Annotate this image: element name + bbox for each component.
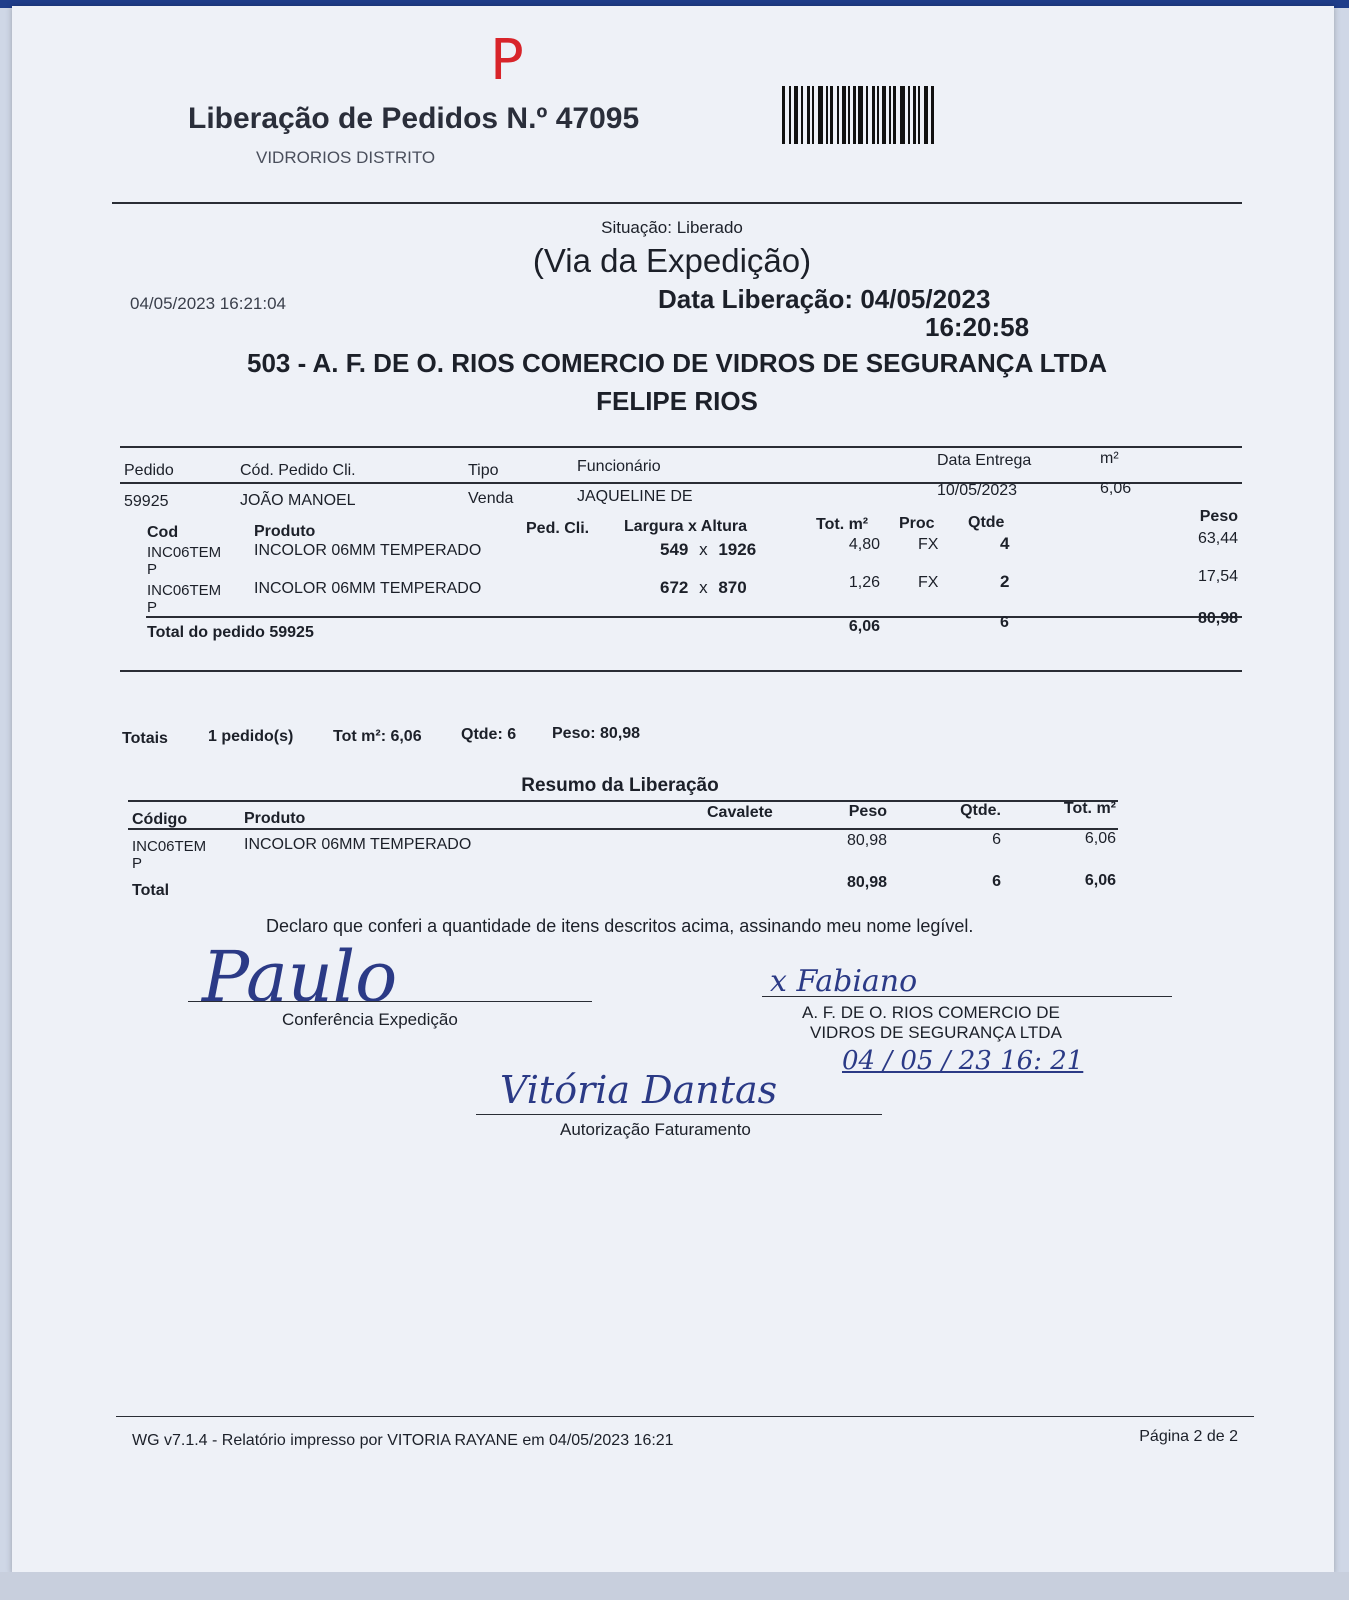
item-x: x bbox=[699, 578, 708, 597]
summary-col-tot-m2: Tot. m² bbox=[1063, 800, 1116, 817]
order-total-qtde: 6 bbox=[1000, 614, 1009, 631]
summary-codigo-suffix: P bbox=[132, 855, 143, 872]
item-qtde: 4 bbox=[1000, 534, 1010, 553]
divider bbox=[128, 828, 1118, 830]
col-produto: Produto bbox=[254, 523, 316, 540]
item-produto: INCOLOR 06MM TEMPERADO bbox=[254, 542, 482, 559]
col-x: x bbox=[688, 518, 697, 535]
totals-peso: Peso: 80,98 bbox=[552, 725, 641, 742]
item-tot-m2: 4,80 bbox=[848, 536, 880, 553]
summary-col-produto: Produto bbox=[244, 810, 306, 827]
summary-col-peso: Peso bbox=[848, 803, 887, 820]
item-peso: 17,54 bbox=[1197, 568, 1238, 585]
divider bbox=[120, 446, 1242, 448]
totals-qtde: Qtde: 6 bbox=[461, 726, 517, 743]
release-date-row bbox=[658, 284, 990, 315]
barcode bbox=[782, 86, 982, 144]
summary-total-tot-m2: 6,06 bbox=[1084, 872, 1116, 889]
col-cod: Cod bbox=[147, 524, 179, 541]
divider bbox=[120, 482, 1242, 484]
divider bbox=[120, 670, 1242, 672]
col-proc: Proc bbox=[899, 515, 935, 532]
handwritten-mark: P bbox=[490, 28, 524, 93]
item-largura: 549 bbox=[660, 540, 689, 559]
summary-codigo: INC06TEM bbox=[132, 838, 207, 855]
order-total-label: Total do pedido 59925 bbox=[147, 624, 314, 641]
col-pedido: Pedido bbox=[124, 462, 174, 479]
item-dimensions bbox=[660, 578, 747, 598]
situation: Situação: Liberado bbox=[601, 218, 743, 237]
summary-produto: INCOLOR 06MM TEMPERADO bbox=[244, 836, 472, 853]
item-cod-suffix: P bbox=[147, 599, 158, 616]
item-largura: 672 bbox=[660, 578, 689, 597]
summary-tot-m2: 6,06 bbox=[1084, 830, 1116, 847]
order-funcionario: JAQUELINE DE bbox=[577, 488, 693, 505]
summary-qtde: 6 bbox=[992, 831, 1001, 848]
signature-company-line1: A. F. DE O. RIOS COMERCIO DE bbox=[802, 1003, 1060, 1022]
summary-total-peso: 80,98 bbox=[846, 874, 887, 891]
client-name: 503 - A. F. DE O. RIOS COMERCIO DE VIDROS DE SEGURANÇA LTDA bbox=[246, 348, 1108, 378]
item-tot-m2: 1,26 bbox=[848, 574, 880, 591]
item-dimensions bbox=[660, 540, 756, 560]
handwritten-signature: Paulo bbox=[202, 936, 398, 1018]
summary-col-codigo: Código bbox=[132, 811, 188, 828]
item-altura: 870 bbox=[718, 578, 747, 597]
item-x: x bbox=[699, 540, 708, 559]
signature-label: Conferência Expedição bbox=[282, 1010, 458, 1029]
handwritten-signature: Vitória Dantas bbox=[500, 1068, 778, 1112]
summary-col-cavalete: Cavalete bbox=[707, 804, 773, 821]
order-tipo: Venda bbox=[468, 490, 514, 507]
signature-line bbox=[762, 996, 1172, 997]
col-tot-m2: Tot. m² bbox=[816, 516, 869, 533]
document-page bbox=[12, 6, 1334, 1574]
summary-peso: 80,98 bbox=[846, 832, 887, 849]
document-title: Liberação de Pedidos N.º 47095 bbox=[188, 102, 640, 135]
divider bbox=[116, 1416, 1254, 1417]
signature-company-line2: VIDROS DE SEGURANÇA LTDA bbox=[810, 1023, 1062, 1042]
handwritten-date: 04 / 05 / 23 16: 21 bbox=[842, 1046, 1084, 1076]
summary-total-label: Total bbox=[132, 882, 170, 899]
background-edge bbox=[0, 1572, 1349, 1600]
order-data-entrega: 10/05/2023 bbox=[937, 482, 1018, 499]
footer-print-info: WG v7.1.4 - Relatório impresso por VITORIA RAYANE em 04/05/2023 16:21 bbox=[132, 1432, 674, 1449]
release-date-label: Data Liberação: bbox=[658, 284, 854, 314]
divider bbox=[112, 202, 1242, 204]
item-cod: INC06TEM bbox=[147, 582, 222, 599]
item-proc: FX bbox=[918, 536, 939, 553]
page-number: Página 2 de 2 bbox=[1139, 1428, 1238, 1445]
release-time: 16:20:58 bbox=[925, 312, 1030, 342]
order-pedido: 59925 bbox=[124, 493, 169, 510]
totals-m2: Tot m²: 6,06 bbox=[333, 728, 422, 745]
order-m2: 6,06 bbox=[1100, 480, 1132, 497]
totals-pedidos: 1 pedido(s) bbox=[208, 728, 294, 745]
handwritten-signature: x Fabiano bbox=[770, 964, 918, 999]
col-funcionario: Funcionário bbox=[577, 458, 661, 475]
col-qtde: Qtde bbox=[968, 514, 1005, 531]
col-tipo: Tipo bbox=[468, 462, 499, 479]
summary-title: Resumo da Liberação bbox=[521, 775, 719, 796]
divider bbox=[146, 616, 1242, 618]
totals-label: Totais bbox=[122, 730, 168, 747]
item-cod-suffix: P bbox=[147, 561, 158, 578]
col-ped-cli: Ped. Cli. bbox=[526, 520, 590, 537]
item-proc: FX bbox=[918, 574, 939, 591]
item-altura: 1926 bbox=[718, 540, 757, 559]
signature-label: Autorização Faturamento bbox=[560, 1120, 751, 1139]
signature-line bbox=[476, 1114, 882, 1115]
summary-col-qtde: Qtde. bbox=[960, 802, 1001, 819]
order-total-peso: 80,98 bbox=[1197, 610, 1238, 627]
printed-at: 04/05/2023 16:21:04 bbox=[130, 294, 286, 313]
release-date: 04/05/2023 bbox=[860, 284, 991, 314]
order-total-m2: 6,06 bbox=[848, 618, 880, 635]
declaration: Declaro que conferi a quantidade de itens descritos acima, assinando meu nome legível. bbox=[266, 916, 974, 936]
item-qtde: 2 bbox=[1000, 572, 1010, 591]
col-altura: Altura bbox=[700, 518, 748, 535]
item-peso: 63,44 bbox=[1197, 530, 1238, 547]
item-cod: INC06TEM bbox=[147, 544, 222, 561]
col-peso: Peso bbox=[1199, 508, 1238, 525]
company-small: VIDRORIOS DISTRITO bbox=[256, 148, 436, 167]
client-contact: FELIPE RIOS bbox=[596, 386, 758, 416]
item-produto: INCOLOR 06MM TEMPERADO bbox=[254, 580, 482, 597]
summary-total-qtde: 6 bbox=[992, 873, 1001, 890]
signature-line bbox=[188, 1001, 592, 1002]
col-largura-altura bbox=[624, 518, 747, 536]
col-m2: m² bbox=[1100, 450, 1119, 467]
col-largura: Largura bbox=[624, 518, 684, 535]
order-cod-pedido-cli: JOÃO MANOEL bbox=[240, 492, 356, 509]
col-cod-pedido-cli: Cód. Pedido Cli. bbox=[240, 462, 356, 479]
via-label: (Via da Expedição) bbox=[532, 242, 812, 279]
col-data-entrega: Data Entrega bbox=[937, 452, 1032, 469]
